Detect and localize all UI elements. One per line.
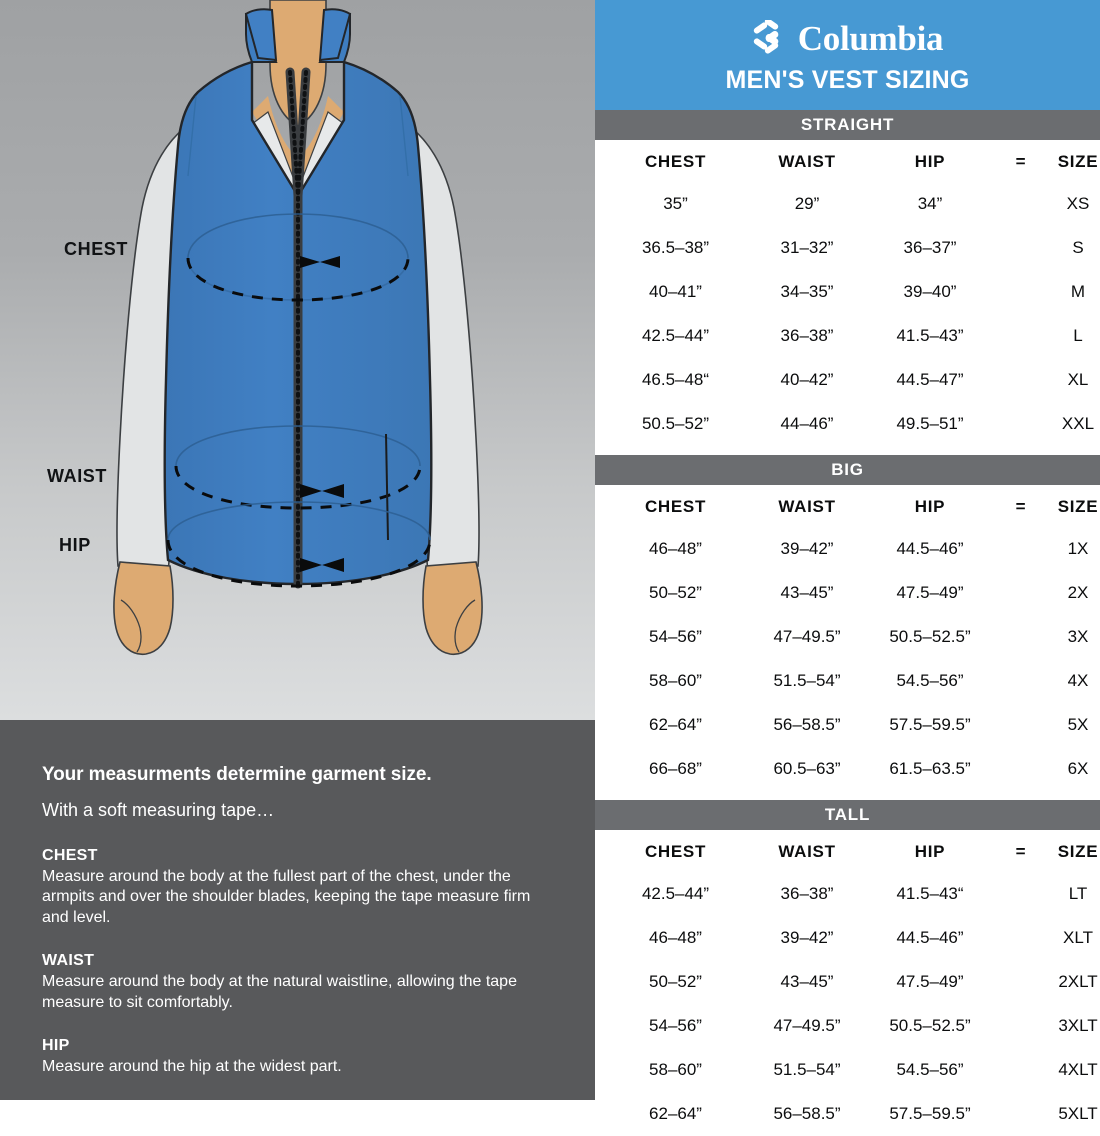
measuring-instructions-panel	[0, 720, 595, 1100]
cell-size: LT	[1068, 884, 1088, 903]
section-spacer	[595, 446, 1100, 455]
logo-lockup	[752, 17, 943, 59]
cell-equals	[994, 615, 1048, 659]
column-header-equals: =	[1015, 152, 1027, 171]
table-row	[603, 872, 1100, 916]
cell-hip: 57.5–59.5”	[889, 1104, 971, 1123]
cell-size: XXL	[1061, 414, 1095, 433]
cell-waist: 43–45”	[780, 583, 834, 602]
cell-waist: 29”	[794, 194, 820, 213]
instruction-heading: CHEST	[42, 847, 98, 864]
column-header-chest: CHEST	[644, 497, 707, 516]
sizing-table-big	[603, 485, 1100, 791]
table-row	[603, 182, 1100, 226]
cell-hip: 41.5–43“	[896, 884, 964, 903]
section-spacer	[595, 791, 1100, 800]
chest-measurement-label: CHEST	[64, 239, 129, 259]
column-header-size: SIZE	[1057, 842, 1099, 861]
cell-hip: 44.5–47”	[896, 370, 964, 389]
cell-equals	[994, 571, 1048, 615]
table-row	[603, 747, 1100, 791]
brand-name: Columbia	[797, 18, 944, 58]
cell-size: 6X	[1067, 759, 1089, 778]
brand-header	[595, 0, 1100, 110]
cell-chest: 36.5–38”	[641, 238, 710, 257]
cell-size: 5X	[1067, 715, 1089, 734]
table-row	[603, 527, 1100, 571]
cell-waist: 31–32”	[780, 238, 834, 257]
column-header-waist: WAIST	[778, 497, 836, 516]
cell-waist: 39–42”	[780, 539, 834, 558]
cell-equals	[994, 1092, 1048, 1136]
table-row	[603, 270, 1100, 314]
table-header-row	[603, 485, 1100, 527]
cell-size: XL	[1067, 370, 1089, 389]
table-row	[603, 960, 1100, 1004]
column-header-chest: CHEST	[644, 152, 707, 171]
cell-waist: 47–49.5”	[773, 1016, 841, 1035]
cell-size: 4X	[1067, 671, 1089, 690]
cell-waist: 40–42”	[780, 370, 834, 389]
cell-hip: 50.5–52.5”	[889, 1016, 971, 1035]
cell-hip: 41.5–43”	[896, 326, 964, 345]
cell-hip: 34”	[917, 194, 943, 213]
cell-hip: 54.5–56”	[896, 1060, 964, 1079]
cell-equals	[994, 226, 1048, 270]
cell-size: 3X	[1067, 627, 1089, 646]
cell-equals	[994, 270, 1048, 314]
cell-waist: 51.5–54”	[773, 1060, 841, 1079]
cell-size: 2X	[1067, 583, 1089, 602]
cell-hip: 44.5–46”	[896, 928, 964, 947]
cell-equals	[994, 747, 1048, 791]
instruction-heading: HIP	[42, 1037, 70, 1055]
cell-waist: 60.5–63”	[773, 759, 841, 778]
cell-equals	[994, 703, 1048, 747]
section-header-straight: STRAIGHT	[595, 110, 1100, 140]
cell-chest: 46.5–48“	[641, 370, 710, 389]
cell-waist: 39–42”	[780, 928, 834, 947]
cell-size: 3XLT	[1058, 1016, 1098, 1035]
table-row	[603, 402, 1100, 446]
cell-equals	[994, 1004, 1048, 1048]
cell-size: XS	[1066, 194, 1090, 213]
table-wrap-tall	[595, 830, 1100, 1136]
cell-chest: 40–41”	[649, 282, 702, 301]
cell-chest: 54–56”	[649, 1016, 702, 1035]
column-header-chest: CHEST	[644, 842, 707, 861]
cell-hip: 47.5–49”	[896, 972, 964, 991]
table-row	[603, 615, 1100, 659]
cell-waist: 36–38”	[780, 326, 834, 345]
cell-waist: 47–49.5”	[773, 627, 841, 646]
sizing-tables-column	[595, 0, 1100, 1123]
cell-chest: 50–52”	[649, 972, 702, 991]
cell-equals	[994, 182, 1048, 226]
cell-chest: 66–68”	[649, 759, 702, 778]
cell-waist: 43–45”	[780, 972, 834, 991]
column-header-hip: HIP	[914, 152, 946, 171]
cell-chest: 42.5–44”	[641, 884, 710, 903]
sizing-table-straight	[603, 140, 1100, 446]
cell-chest: 46–48”	[649, 539, 702, 558]
instruction-body: Measure around the hip at the widest part.	[42, 1058, 342, 1076]
column-header-waist: WAIST	[778, 842, 836, 861]
columbia-diamond-logo-icon	[752, 20, 792, 56]
cell-equals	[994, 872, 1048, 916]
column-header-equals: =	[1015, 497, 1027, 516]
cell-hip: 50.5–52.5”	[889, 627, 971, 646]
table-row	[603, 703, 1100, 747]
cell-chest: 35”	[663, 194, 688, 213]
column-header-waist: WAIST	[778, 152, 836, 171]
section-header-big: BIG	[595, 455, 1100, 485]
cell-hip: 36–37”	[903, 238, 957, 257]
cell-size: 5XLT	[1058, 1104, 1098, 1123]
cell-hip: 49.5–51”	[896, 414, 964, 433]
table-row	[603, 314, 1100, 358]
instruction-body: Measure around the body at the fullest part of the chest, under the armpits and over the shoulder blades, keeping the tape measure firm and level.	[42, 868, 531, 926]
cell-chest: 46–48”	[649, 928, 702, 947]
table-row	[603, 659, 1100, 703]
cell-chest: 54–56”	[649, 627, 702, 646]
column-header-equals: =	[1015, 842, 1027, 861]
cell-waist: 51.5–54”	[773, 671, 841, 690]
cell-equals	[994, 527, 1048, 571]
cell-equals	[994, 358, 1048, 402]
table-row	[603, 1048, 1100, 1092]
table-row	[603, 1004, 1100, 1048]
cell-equals	[994, 659, 1048, 703]
cell-waist: 56–58.5”	[773, 715, 841, 734]
instructions-title: Your measurments determine garment size.	[42, 764, 432, 785]
cell-size: M	[1070, 282, 1086, 301]
table-header-row	[603, 830, 1100, 872]
column-header-hip: HIP	[914, 497, 946, 516]
cell-chest: 58–60”	[649, 1060, 702, 1079]
cell-hip: 61.5–63.5”	[889, 759, 971, 778]
hip-measurement-label: HIP	[59, 535, 91, 555]
cell-size: S	[1072, 238, 1084, 257]
cell-hip: 54.5–56”	[896, 671, 964, 690]
chart-title: MEN'S VEST SIZING	[725, 66, 970, 94]
cell-waist: 34–35”	[780, 282, 834, 301]
cell-equals	[994, 314, 1048, 358]
cell-waist: 44–46”	[780, 414, 834, 433]
sizing-table-tall	[603, 830, 1100, 1136]
cell-chest: 42.5–44”	[641, 326, 710, 345]
cell-waist: 56–58.5”	[773, 1104, 841, 1123]
table-row	[603, 571, 1100, 615]
column-header-size: SIZE	[1057, 152, 1099, 171]
instruction-block-chest	[42, 847, 555, 928]
table-header-row	[603, 140, 1100, 182]
table-wrap-straight	[595, 140, 1100, 446]
cell-size: L	[1073, 326, 1083, 345]
cell-size: 1X	[1067, 539, 1089, 558]
cell-hip: 57.5–59.5”	[889, 715, 971, 734]
table-wrap-big	[595, 485, 1100, 791]
vest-illustration-panel	[0, 0, 595, 720]
column-header-size: SIZE	[1057, 497, 1099, 516]
cell-equals	[994, 960, 1048, 1004]
vest-illustration	[0, 0, 595, 720]
cell-equals	[994, 402, 1048, 446]
cell-size: 2XLT	[1058, 972, 1098, 991]
waist-measurement-label: WAIST	[47, 466, 107, 486]
cell-chest: 62–64”	[649, 1104, 702, 1123]
instruction-heading: WAIST	[42, 952, 95, 970]
cell-chest: 50.5–52”	[641, 414, 710, 433]
cell-chest: 62–64”	[649, 715, 702, 734]
table-row	[603, 1092, 1100, 1136]
cell-size: XLT	[1063, 928, 1093, 947]
table-row	[603, 916, 1100, 960]
cell-hip: 47.5–49”	[896, 583, 964, 602]
instruction-block-waist	[42, 952, 555, 1013]
cell-chest: 58–60”	[649, 671, 702, 690]
cell-hip: 44.5–46”	[896, 539, 964, 558]
instructions-subtitle: With a soft measuring tape…	[42, 800, 275, 820]
table-row	[603, 226, 1100, 270]
column-header-hip: HIP	[914, 842, 946, 861]
cell-waist: 36–38”	[780, 884, 834, 903]
cell-hip: 39–40”	[903, 282, 957, 301]
cell-size: 4XLT	[1058, 1060, 1098, 1079]
instruction-block-hip	[42, 1037, 555, 1077]
table-row	[603, 358, 1100, 402]
instruction-body: Measure around the body at the natural waistline, allowing the tape measure to sit comfortably.	[42, 973, 517, 1011]
cell-equals	[994, 916, 1048, 960]
cell-chest: 50–52”	[649, 583, 702, 602]
section-header-tall: TALL	[595, 800, 1100, 830]
cell-equals	[994, 1048, 1048, 1092]
